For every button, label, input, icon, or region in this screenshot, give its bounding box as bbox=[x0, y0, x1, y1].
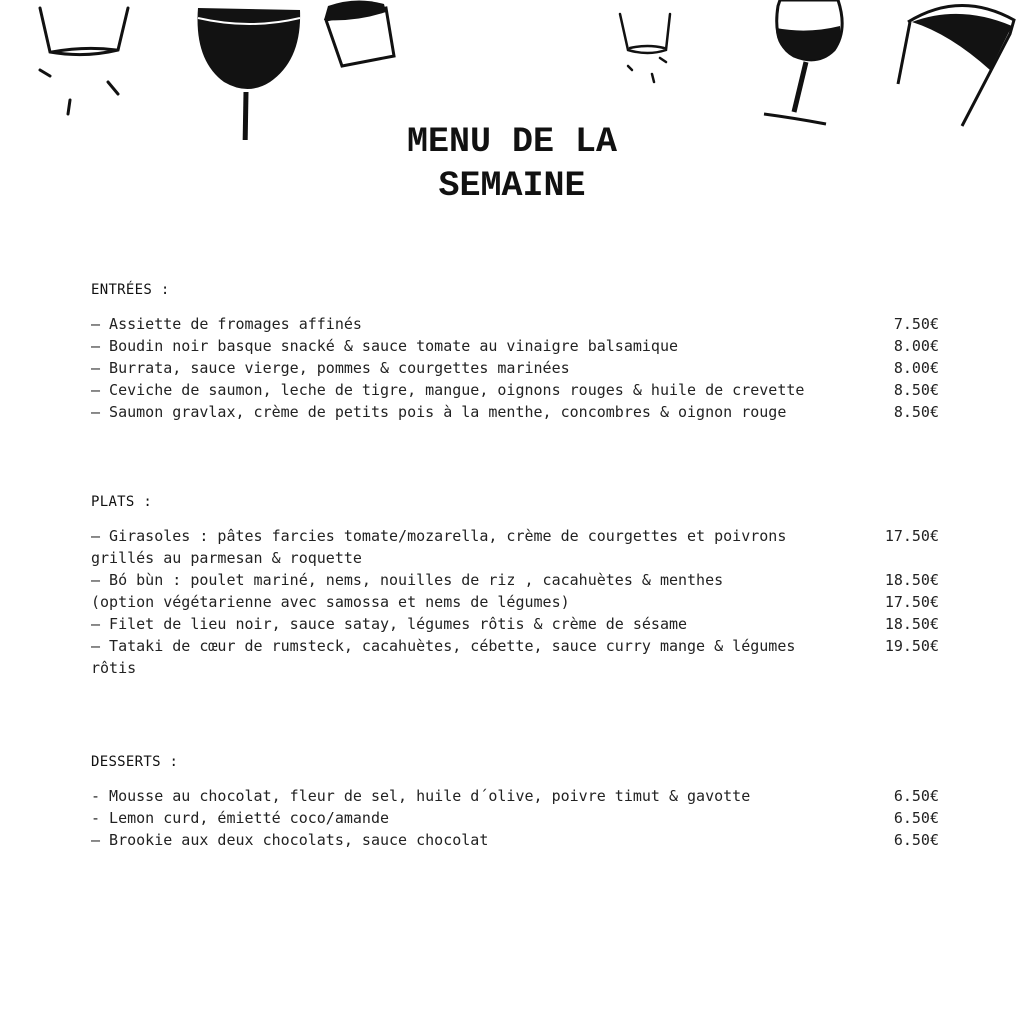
item-price: 19.50€ bbox=[884, 637, 939, 655]
menu-item bbox=[91, 525, 941, 547]
menu-item bbox=[91, 635, 941, 657]
item-text: – Saumon gravlax, crème de petits pois à la menthe, concombres & oignon rouge bbox=[91, 403, 787, 421]
item-text: – Burrata, sauce vierge, pommes & courgettes marinées bbox=[91, 359, 570, 377]
menu-title-line: SEMAINE bbox=[438, 166, 586, 206]
item-price: 8.50€ bbox=[893, 403, 939, 421]
section-heading: PLATS : bbox=[91, 494, 153, 510]
menu-item bbox=[91, 401, 941, 423]
menu-item bbox=[91, 379, 941, 401]
menu-title bbox=[0, 120, 1024, 208]
menu-item bbox=[91, 591, 941, 613]
item-text: grillés au parmesan & roquette bbox=[91, 549, 362, 567]
item-text: – Brookie aux deux chocolats, sauce chocolat bbox=[91, 831, 489, 849]
item-text: – Boudin noir basque snacké & sauce tomate au vinaigre balsamique bbox=[91, 337, 678, 355]
item-price: 6.50€ bbox=[893, 809, 939, 827]
menu-item-continuation bbox=[91, 657, 941, 679]
section-heading: ENTRÉES : bbox=[91, 282, 170, 298]
tumbler-icon bbox=[324, 0, 394, 66]
item-text: – Girasoles : pâtes farcies tomate/mozarella, crème de courgettes et poivrons bbox=[91, 527, 787, 545]
item-price: 18.50€ bbox=[884, 571, 939, 589]
section-entrees bbox=[91, 281, 941, 423]
item-price: 6.50€ bbox=[893, 787, 939, 805]
wine-glass-icon bbox=[764, 0, 842, 124]
item-text: – Bó bùn : poulet mariné, nems, nouilles de riz , cacahuètes & menthes bbox=[91, 571, 724, 589]
section-heading: DESSERTS : bbox=[91, 754, 179, 770]
menu-item bbox=[91, 785, 941, 807]
item-text: – Filet de lieu noir, sauce satay, légumes rôtis & crème de sésame bbox=[91, 615, 688, 633]
tumbler-icon bbox=[898, 5, 1014, 126]
item-text: – Tataki de cœur de rumsteck, cacahuètes, cébette, sauce curry mange & légumes bbox=[91, 637, 796, 655]
item-text: (option végétarienne avec samossa et nems de légumes) bbox=[91, 593, 570, 611]
menu-item bbox=[91, 357, 941, 379]
item-text: - Mousse au chocolat, fleur de sel, huile d´olive, poivre timut & gavotte bbox=[91, 787, 751, 805]
item-price: 8.00€ bbox=[893, 337, 939, 355]
item-price: 18.50€ bbox=[884, 615, 939, 633]
menu-item bbox=[91, 569, 941, 591]
menu-title-line: MENU DE LA bbox=[406, 122, 618, 162]
item-text: – Ceviche de saumon, leche de tigre, mangue, oignons rouges & huile de crevette bbox=[91, 381, 805, 399]
item-price: 17.50€ bbox=[884, 527, 939, 545]
illustrations-banner bbox=[0, 0, 1024, 140]
menu-item bbox=[91, 807, 941, 829]
glass-icon bbox=[620, 14, 670, 82]
item-price: 8.00€ bbox=[893, 359, 939, 377]
menu-item bbox=[91, 613, 941, 635]
menu-item bbox=[91, 829, 941, 851]
item-price: 17.50€ bbox=[884, 593, 939, 611]
item-text: – Assiette de fromages affinés bbox=[91, 315, 362, 333]
glass-icon bbox=[40, 8, 128, 114]
menu-item bbox=[91, 313, 941, 335]
item-text: - Lemon curd, émietté coco/amande bbox=[91, 809, 390, 827]
menu-item-continuation bbox=[91, 547, 941, 569]
section-desserts bbox=[91, 753, 941, 851]
item-price: 8.50€ bbox=[893, 381, 939, 399]
item-price: 7.50€ bbox=[893, 315, 939, 333]
item-price: 6.50€ bbox=[893, 831, 939, 849]
menu-item bbox=[91, 335, 941, 357]
section-plats bbox=[91, 493, 941, 679]
item-text: rôtis bbox=[91, 659, 137, 677]
